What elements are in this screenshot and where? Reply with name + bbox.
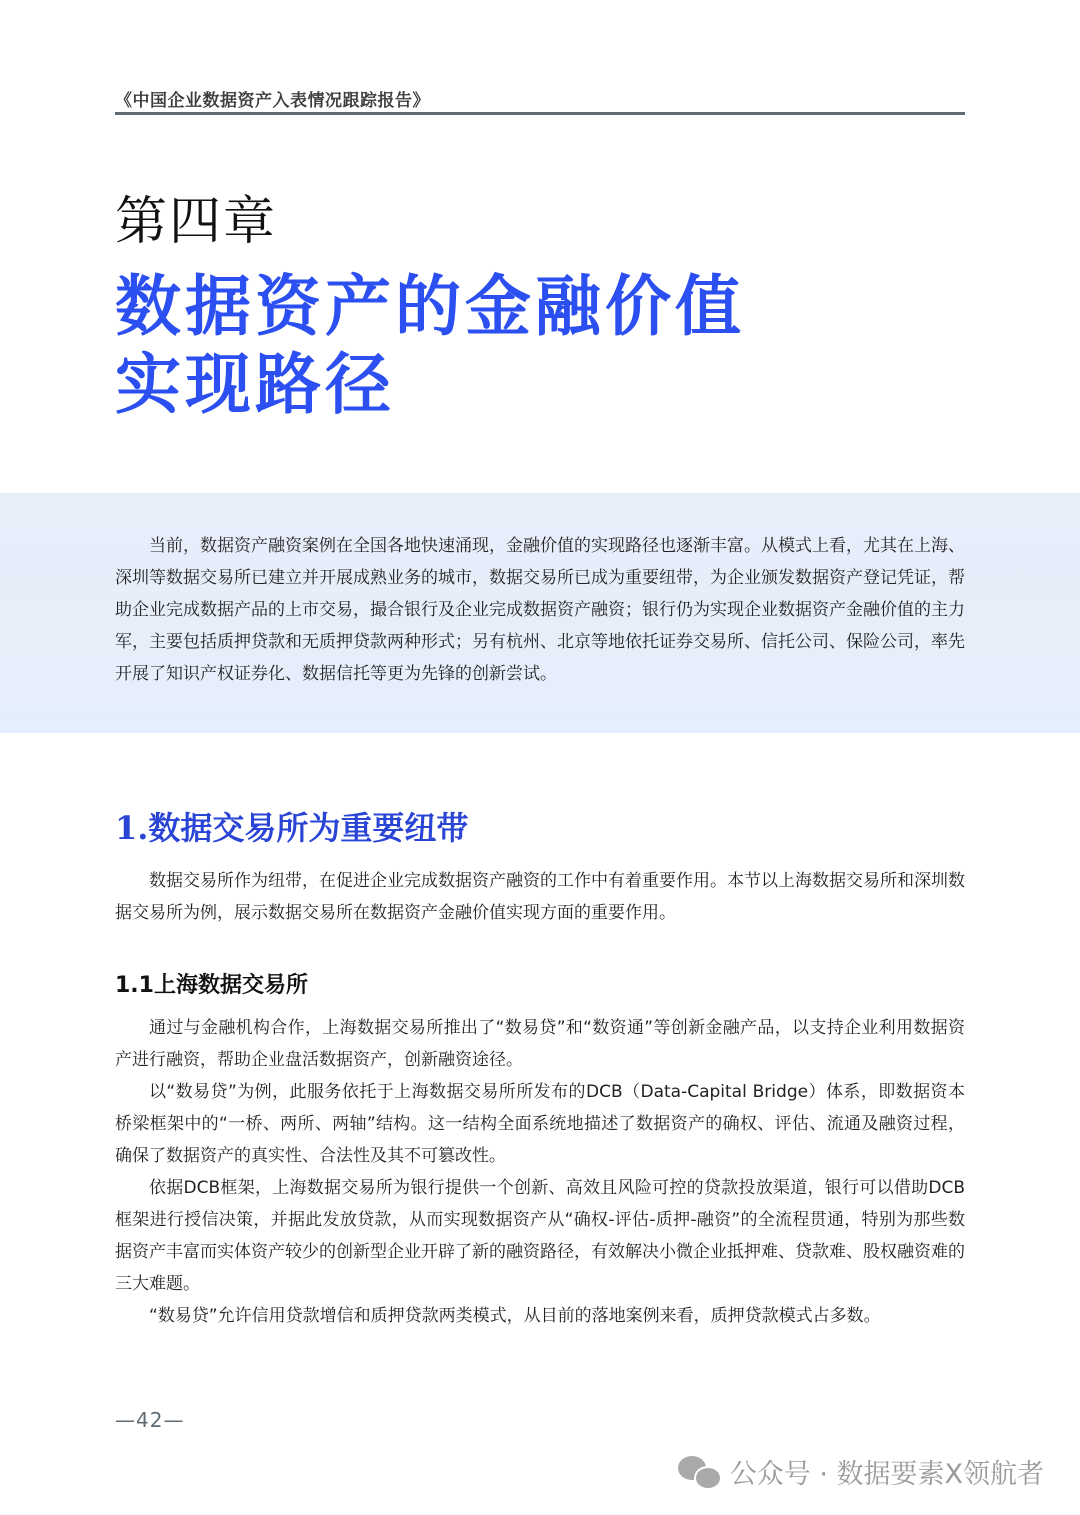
body-paragraph: 通过与金融机构合作，上海数据交易所推出了“数易贷”和“数资通”等创新金融产品，以支持企业利用数据资产进行融资，帮助企业盘活数据资产，创新融资途径。 — [115, 1018, 965, 1070]
subsection-heading: 1.1上海数据交易所 — [115, 973, 308, 998]
watermark — [678, 1452, 1044, 1491]
section-paragraph: 数据交易所作为纽带，在促进企业完成数据资产融资的工作中有着重要作用。本节以上海数据交易所和深圳数据交易所为例，展示数据交易所在数据资产金融价值实现方面的重要作用。 — [115, 871, 965, 923]
running-header: 《中国企业数据资产入表情况跟踪报告》 — [115, 91, 430, 111]
chapter-title-line-1: 数据资产的金融价值 — [115, 268, 745, 345]
body-paragraph: 以“数易贷”为例，此服务依托于上海数据交易所所发布的DCB（Data-Capital Bridge）体系，即数据资本桥梁框架中的“一桥、两所、两轴”结构。这一结构全面系统地描述了数据资产的确权、评估、流通及融资过程，确保了数据资产的真实性、合法性及其不可篡改性。 — [115, 1082, 965, 1166]
page-number: —42— — [115, 1408, 185, 1432]
wechat-icon — [678, 1454, 722, 1490]
chapter-title-line-2: 实现路径 — [115, 346, 395, 423]
chapter-label: 第四章 — [115, 192, 278, 252]
body-paragraph: 依据DCB框架，上海数据交易所为银行提供一个创新、高效且风险可控的贷款投放渠道，银行可以借助DCB框架进行授信决策，并据此发放贷款，从而实现数据资产从“确权-评估-质押-融资”的全流程贯通，特别为那些数据资产丰富而实体资产较少的创新型企业开辟了新的融资路径，有效解决小微企业抵押难、贷款难、股权融资难的三大难题。 — [115, 1178, 965, 1294]
watermark-text: 公众号 · 数据要素X领航者 — [729, 1459, 1044, 1490]
chapter-title — [115, 268, 745, 424]
intro-paragraph: 当前，数据资产融资案例在全国各地快速涌现，金融价值的实现路径也逐渐丰富。从模式上看，尤其在上海、深圳等数据交易所已建立并开展成熟业务的城市，数据交易所已成为重要纽带，为企业颁发数据资产登记凭证，帮助企业完成数据产品的上市交易，撮合银行及企业完成数据资产融资；银行仍为实现企业数据资产金融价值的主力军，主要包括质押贷款和无质押贷款两种形式；另有杭州、北京等地依托证券交易所、信托公司、保险公司，率先开展了知识产权证券化、数据信托等更为先锋的创新尝试。 — [115, 536, 965, 684]
header-divider — [115, 112, 965, 115]
body-paragraph: “数易贷”允许信用贷款增信和质押贷款两类模式，从目前的落地案例来看，质押贷款模式占多数。 — [149, 1306, 881, 1326]
section-heading: 1.数据交易所为重要纽带 — [115, 809, 469, 847]
